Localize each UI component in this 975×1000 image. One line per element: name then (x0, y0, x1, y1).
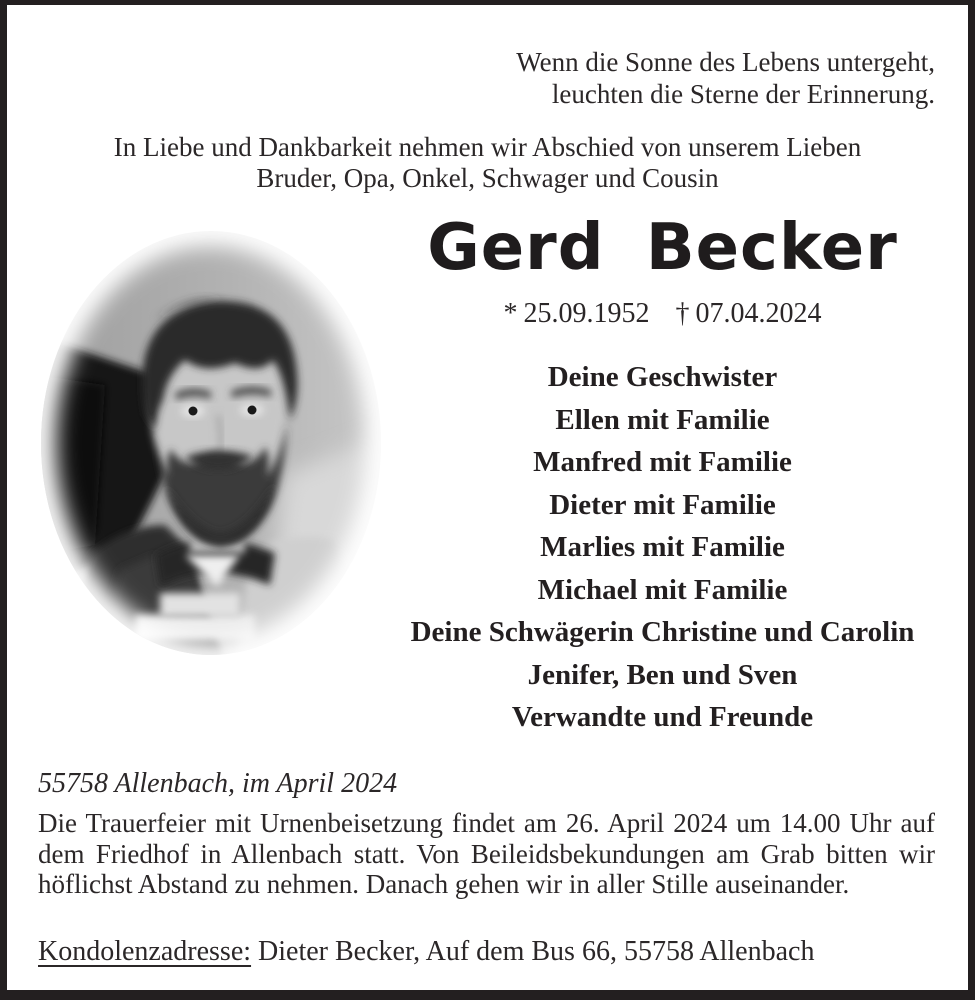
mourner-line: Michael mit Familie (537, 573, 788, 606)
death-date: 07.04.2024 (695, 298, 822, 329)
portrait-photo (35, 225, 387, 661)
birth-symbol: * (503, 298, 518, 329)
place-dateline: 55758 Allenbach, im April 2024 (38, 768, 398, 799)
deceased-name: Gerd Becker (427, 211, 898, 285)
mourner-line: Deine Schwägerin Christine und Carolin (410, 616, 915, 648)
intro-line-2: Bruder, Opa, Onkel, Schwager und Cousin (256, 163, 719, 193)
mourner-line: Manfred mit Familie (533, 446, 792, 478)
mourner-line: Deine Geschwister (547, 361, 778, 393)
epigraph-line-2: leuchten die Sterne der Erinnerung. (551, 79, 935, 109)
life-dates (390, 297, 935, 331)
portrait-photo-image (35, 225, 387, 661)
mourner-line: Marlies mit Familie (540, 531, 785, 563)
mourner-line: Jenifer, Ben und Sven (527, 658, 798, 691)
mourner-line: Verwandte und Freunde (511, 701, 814, 733)
intro-line-1: In Liebe und Dankbarkeit nehmen wir Abschied von unserem Lieben (113, 132, 862, 162)
mourner-line: Dieter mit Familie (549, 488, 776, 521)
condolence-text: Dieter Becker, Auf dem Bus 66, 55758 Allenbach (251, 936, 815, 967)
birth-date: 25.09.1952 (523, 298, 650, 329)
intro-text (7, 132, 968, 194)
epigraph-line-1: Wenn die Sonne des Lebens untergeht, (516, 47, 935, 77)
funeral-details: Die Trauerfeier mit Urnenbeisetzung findet am 26. April 2024 um 14.00 Uhr auf dem Friedhof in Allenbach statt. Von Beileidsbekundungen am Grab bitten wir höflichst Abstand zu nehmen. Danach gehen wir in aller Stille auseinander. (38, 808, 935, 899)
mourners-list (390, 356, 935, 739)
epigraph (516, 46, 935, 110)
death-symbol: † (675, 298, 690, 329)
mourner-line: Ellen mit Familie (555, 403, 770, 436)
condolence-label: Kondolenzadresse: (38, 936, 252, 967)
condolence-address (38, 936, 814, 968)
